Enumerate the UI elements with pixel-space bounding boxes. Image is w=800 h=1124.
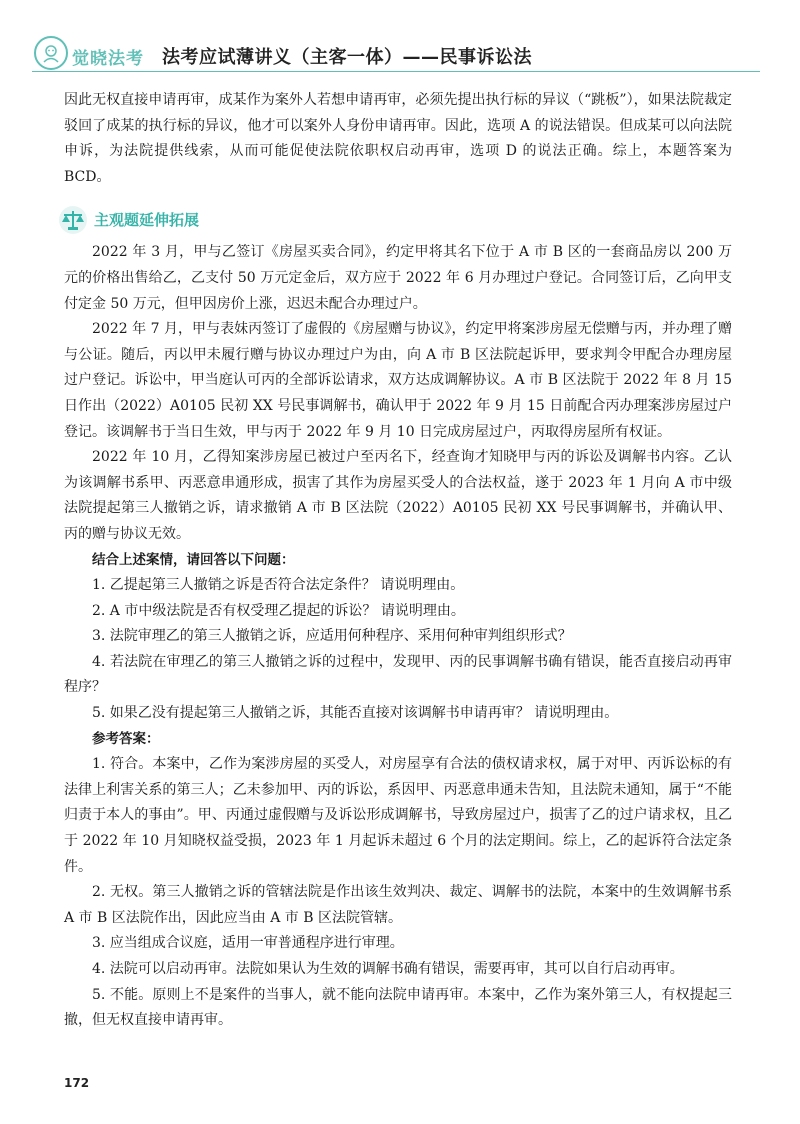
answer-item: 1. 符合。本案中，乙作为案涉房屋的买受人，对房屋享有合法的债权请求权，属于对甲、丙诉讼标的有法律上利害关系的第三人；乙未参加甲、丙的诉讼，系因甲、丙恶意串通未告知，且法院未通知，属于“不能归责于本人的事由”。甲、丙通过虚假赠与及诉讼形成调解书，导致房屋过户，损害了乙的过户请求权，且乙于 2022 年 10 月知晓权益受损，2023 年 1 月起诉未超过 6 个月的法定期间。综上，乙的起诉符合法定条件。 — [64, 756, 732, 875]
section-title: 主观题延伸拓展 — [94, 210, 200, 229]
question-item: 5. 如果乙没有提起第三人撤销之诉，其能否直接对该调解书申请再审？ 请说明理由。 — [92, 705, 619, 722]
case-paragraph: 2022 年 3 月，甲与乙签订《房屋买卖合同》，约定甲将其名下位于 A 市 B 区的一套商品房以 200 万元的价格出售给乙，乙支付 50 万元定金后，双方应于 2022 年 6 月办理过户登记。合同签订后，乙向甲支付定金 50 万元，但甲因房价上涨，迟迟未配合办理过户。 — [64, 244, 732, 312]
questions-heading: 结合上述案情，请回答以下问题： — [92, 551, 295, 568]
question-item: 2. A 市中级法院是否有权受理乙提起的诉讼？ 请说明理由。 — [92, 602, 465, 619]
case-paragraph: 2022 年 7 月，甲与表妹丙签订了虚假的《房屋赠与协议》，约定甲将案涉房屋无偿赠与丙，并办理了赠与公证。随后，丙以甲未履行赠与协议办理过户为由，向 A 市 B 区法院起诉甲，要求判令甲配合办理房屋过户登记。诉讼中，甲当庭认可丙的全部诉讼请求，双方达成调解协议。A 市 B 区法院于 2022 年 8 月 15 日作出（2022）A0105 民初 XX 号民事调解书，确认甲于 2022 年 9 月 15 日前配合丙办理案涉房屋过户登记。该调解书于当日生效，甲与丙于 2022 年 9 月 10 日完成房屋过户，丙取得房屋所有权证。 — [64, 321, 732, 440]
header-title: 法考应试薄讲义（主客一体）——民事诉讼法 — [162, 47, 532, 68]
page-header — [0, 0, 800, 80]
answers-heading: 参考答案： — [92, 730, 160, 747]
answer-item: 2. 无权。第三人撤销之诉的管辖法院是作出该生效判决、裁定、调解书的法院，本案中的生效调解书系 A 市 B 区法院作出，因此应当由 A 市 B 区法院管辖。 — [64, 884, 732, 926]
header-divider — [32, 71, 760, 72]
answer-item: 4. 法院可以启动再审。法院如果认为生效的调解书确有错误，需要再审，其可以自行启动再审。 — [92, 961, 684, 977]
question-item: 3. 法院审理乙的第三人撤销之诉，应适用何种程序、采用何种审判组织形式？ — [92, 628, 572, 645]
case-paragraph: 2022 年 10 月，乙得知案涉房屋已被过户至丙名下，经查询才知晓甲与丙的诉讼及调解书内容。乙认为该调解书系甲、丙恶意串通形成，损害了其作为房屋买受人的合法权益，遂于 2023 年 1 月向 A 市中级法院提起第三人撤销之诉，请求撤销 A 市 B 区法院（2022）A0105 民初 XX 号民事调解书，并确认甲、丙的赠与协议无效。 — [64, 449, 732, 542]
intro-paragraph: 因此无权直接申请再审，成某作为案外人若想申请再审，必须先提出执行标的异议（“跳板”），如果法院裁定驳回了成某的执行标的异议，他才可以案外人身份申请再审。因此，选项 A 的说法错误。但成某可以向法院申诉，为法院提供线索，从而可能促使法院依职权启动再审，选项 D 的说法正确。综上，本题答案为 BCD。 — [64, 92, 732, 185]
page-number: 172 — [64, 1076, 90, 1090]
scales-icon — [58, 205, 88, 235]
answer-item: 3. 应当组成合议庭，适用一审普通程序进行审理。 — [92, 935, 404, 952]
section-heading — [58, 202, 732, 238]
page-content — [64, 88, 732, 1034]
logo-badge-icon — [34, 36, 68, 70]
question-item: 4. 若法院在审理乙的第三人撤销之诉的过程中，发现甲、丙的民事调解书确有错误，能否直接启动再审程序？ — [64, 653, 732, 696]
answer-item: 5. 不能。原则上不是案件的当事人，就不能向法院申请再审。本案中，乙作为案外第三人，有权提起三撤，但无权直接申请再审。 — [64, 986, 732, 1029]
face-icon — [40, 42, 62, 64]
question-item: 1. 乙提起第三人撤销之诉是否符合法定条件？ 请说明理由。 — [92, 577, 465, 594]
logo-text: 觉晓法考 — [72, 49, 144, 69]
